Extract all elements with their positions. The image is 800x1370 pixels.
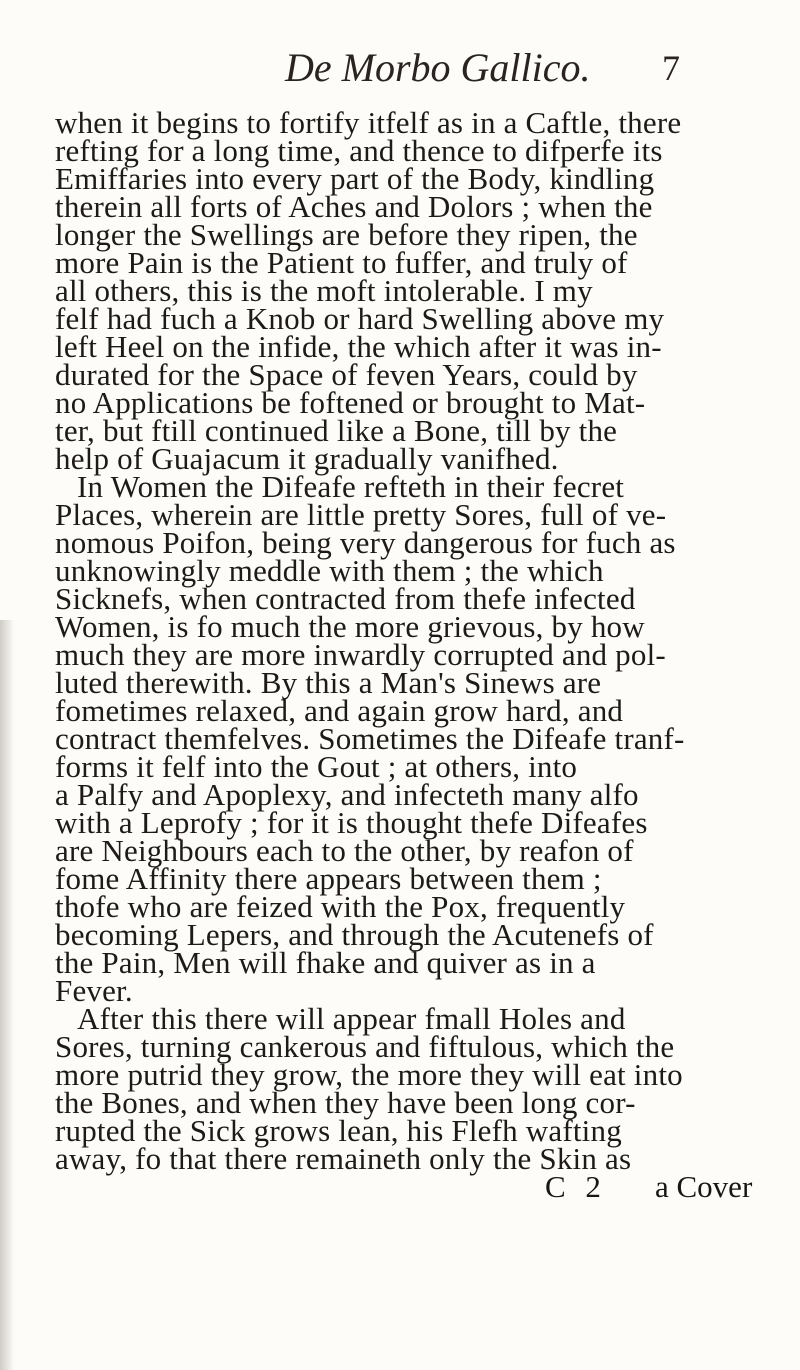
- text-line: all others, this is the moft intolerable. I my: [55, 273, 593, 308]
- text-line: longer the Swellings are before they ripen, the: [55, 217, 638, 252]
- text-line: fometimes relaxed, and again grow hard, and: [55, 693, 624, 728]
- text-line: are Neighbours each to the other, by reafon of: [55, 833, 634, 868]
- text-line: left Heel on the infide, the which after it was in-: [55, 329, 662, 364]
- catchword: a Cover: [655, 1169, 753, 1204]
- text-line: Women, is fo much the more grievous, by how: [55, 609, 645, 644]
- text-line: the Pain, Men will fhake and quiver as in a: [55, 945, 596, 980]
- text-line: contract themfelves. Sometimes the Difeafe tranf-: [55, 721, 685, 756]
- page-header: [0, 40, 800, 100]
- text-line: the Bones, and when they have been long cor-: [55, 1085, 636, 1120]
- text-line: thofe who are feized with the Pox, frequently: [55, 889, 626, 924]
- text-line: durated for the Space of feven Years, could by: [55, 357, 638, 392]
- text-line: away, fo that there remaineth only the Skin as: [55, 1141, 632, 1176]
- text-line: therein all forts of Aches and Dolors ; when the: [55, 189, 653, 224]
- text-line: Fever.: [55, 973, 133, 1008]
- text-line: more Pain is the Patient to fuffer, and truly of: [55, 245, 628, 280]
- text-line: no Applications be foftened or brought to Mat-: [55, 385, 646, 420]
- text-line: nomous Poifon, being very dangerous for fuch as: [55, 525, 676, 560]
- text-line: help of Guajacum it gradually vanifhed.: [55, 441, 559, 476]
- text-line: refting for a long time, and thence to difperfe its: [55, 133, 663, 168]
- text-line: Sores, turning cankerous and fiftulous, which the: [55, 1029, 675, 1064]
- text-line: In Women the Difeafe refteth in their fecret: [77, 469, 625, 504]
- text-line: Places, wherein are little pretty Sores, full of ve-: [55, 497, 667, 532]
- text-line: when it begins to fortify itfelf as in a Caftle, there: [55, 105, 682, 140]
- text-line: Sicknefs, when contracted from thefe infected: [55, 581, 636, 616]
- text-line: After this there will appear fmall Holes and: [77, 1001, 626, 1036]
- text-line: fome Affinity there appears between them ;: [55, 861, 602, 896]
- text-line: more putrid they grow, the more they will eat into: [55, 1057, 683, 1092]
- page-number: 7: [662, 48, 680, 88]
- text-line: ter, but ftill continued like a Bone, till by the: [55, 413, 618, 448]
- text-line: forms it felf into the Gout ; at others, into: [55, 749, 578, 784]
- text-line: unknowingly meddle with them ; the which: [55, 553, 604, 588]
- text-line: rupted the Sick grows lean, his Flefh wafting: [55, 1113, 622, 1148]
- text-line: luted therewith. By this a Man's Sinews are: [55, 665, 602, 700]
- footer-row: [55, 1169, 775, 1205]
- text-line: felf had fuch a Knob or hard Swelling above my: [55, 301, 665, 336]
- text-line: a Palfy and Apoplexy, and infecteth many alfo: [55, 777, 639, 812]
- text-line: much they are more inwardly corrupted and pol-: [55, 637, 666, 672]
- running-title: De Morbo Gallico.: [285, 45, 591, 90]
- text-line: with a Leprofy ; for it is thought thefe Difeafes: [55, 805, 648, 840]
- text-line: becoming Lepers, and through the Acutenefs of: [55, 917, 654, 952]
- text-line: Emiffaries into every part of the Body, kindling: [55, 161, 655, 196]
- binding-shadow: [0, 620, 14, 1370]
- signature-mark: C 2: [545, 1169, 607, 1204]
